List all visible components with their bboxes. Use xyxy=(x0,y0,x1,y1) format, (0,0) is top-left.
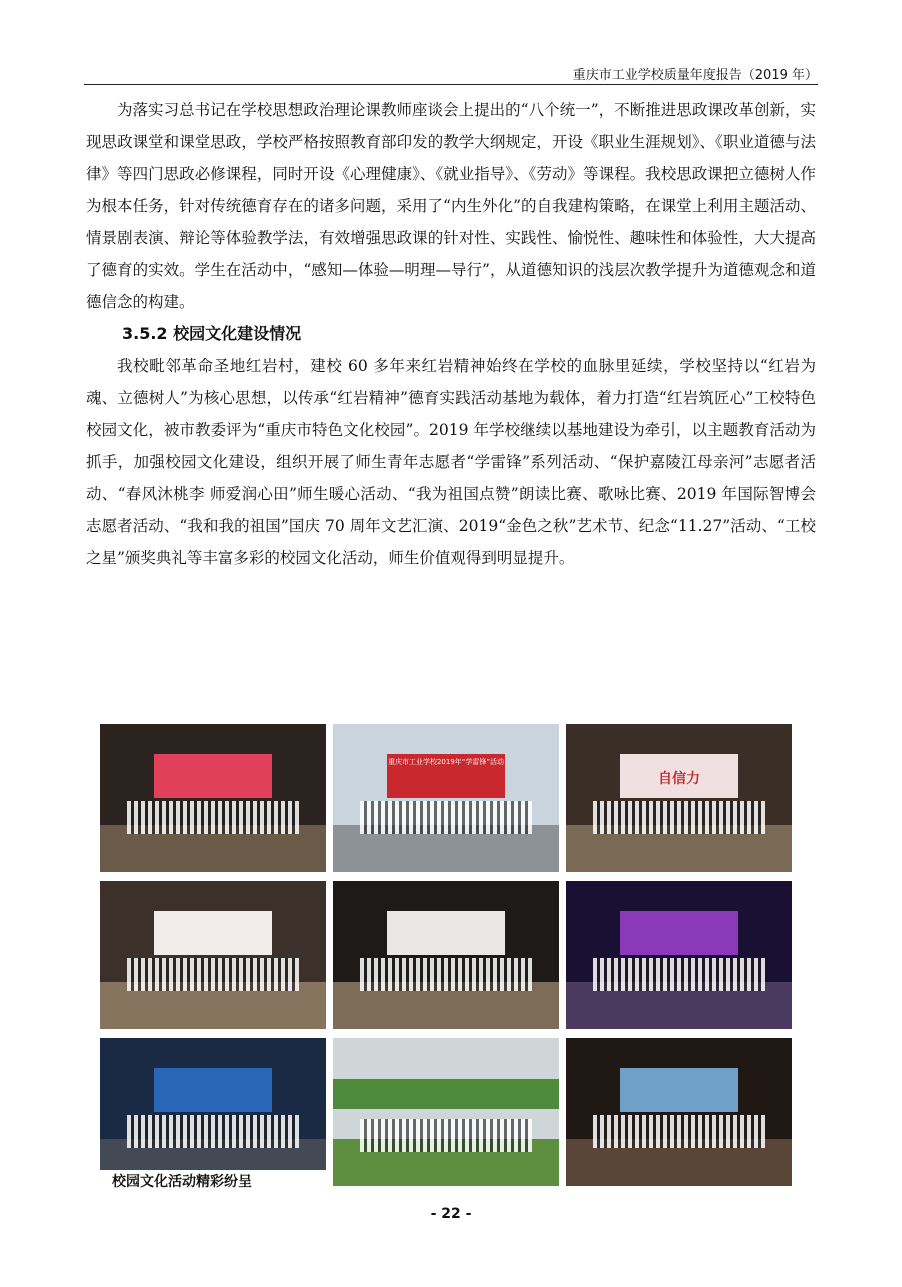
photo-grid xyxy=(100,724,794,1192)
stage-red-uniform-group-photo xyxy=(100,724,326,872)
stage-award-ceremony-photo xyxy=(100,1038,326,1186)
stage-national-day-performance-photo xyxy=(566,881,792,1029)
photo-people-group xyxy=(360,801,532,834)
photo-backdrop xyxy=(154,911,272,955)
paragraph-campus-culture: 我校毗邻革命圣地红岩村，建校 60 多年来红岩精神始终在学校的血脉里延续，学校坚持以“红岩为魂、立德树人”为核心思想，以传承“红岩精神”德育实践活动基地为载体，着力打造“红岩筑匠心”工校特色校园文化，被市教委评为“重庆市特色文化校园”。2019 年学校继续以基地建设为牵引，以主题教育活动为抓手，加强校园文化建设，组织开展了师生青年志愿者“学雷锋”系列活动、“保护嘉陵江母亲河”志愿者活动、“春风沐桃李 师爱润心田”师生暖心活动、“我为祖国点赞”朗读比赛、歌咏比赛、2019 年国际智博会志愿者活动、“我和我的祖国”国庆 70 周年文艺汇演、2019“金色之秋”艺术节、纪念“11.27”活动、“工校之星”颁奖典礼等丰富多彩的校园文化活动，师生价值观得到明显提升。 xyxy=(86,357,816,567)
photo-backdrop xyxy=(387,911,505,955)
photo-backdrop xyxy=(620,1068,738,1112)
body-text xyxy=(86,94,816,574)
photo-backdrop xyxy=(620,911,738,955)
photo-people-group xyxy=(593,801,765,834)
stage-recitation-contest-photo xyxy=(100,881,326,1029)
photo-people-group xyxy=(127,801,299,834)
outdoor-blue-uniform-group-photo xyxy=(333,724,559,872)
photo-people-group xyxy=(593,1115,765,1148)
photo-people-group xyxy=(127,958,299,991)
report-title: 重庆市工业学校质量年度报告（2019 年） xyxy=(572,68,818,83)
photo-backdrop xyxy=(154,1068,272,1112)
stage-flag-chorus-photo xyxy=(333,881,559,1029)
page-header xyxy=(84,62,818,85)
photo-people-group xyxy=(127,1115,299,1148)
photo-backdrop xyxy=(154,754,272,798)
section-heading: 3.5.2 校园文化建设情况 xyxy=(122,324,302,343)
photo-backdrop xyxy=(333,1079,559,1109)
photo-caption: 校园文化活动精彩纷呈 xyxy=(100,1170,326,1194)
page-number: - 22 - xyxy=(430,1206,472,1222)
photo-people-group xyxy=(360,958,532,991)
sports-field-formation-photo xyxy=(333,1038,559,1186)
stage-memorial-chorus-photo xyxy=(566,1038,792,1186)
photo-banner-text: 自信力 xyxy=(658,771,700,788)
paragraph-ideology-course: 为落实习总书记在学校思想政治理论课教师座谈会上提出的“八个统一”，不断推进思政课改革创新，实现思政课堂和课堂思政，学校严格按照教育部印发的教学大纲规定，开设《职业生涯规划》、《职业道德与法律》等四门思政必修课程，同时开设《心理健康》、《就业指导》、《劳动》等课程。我校思政课把立德树人作为根本任务，针对传统德育存在的诸多问题，采用了“内生外化”的自我建构策略，在课堂上利用主题活动、情景剧表演、辩论等体验教学法，有效增强思政课的针对性、实践性、愉悦性、趣味性和体验性，大大提高了德育的实效。学生在活动中，“感知—体验—明理—导行”，从道德知识的浅层次教学提升为道德观念和道德信念的构建。 xyxy=(86,101,816,311)
photo-banner-text: 重庆市工业学校2019年“学雷锋”活动 xyxy=(387,757,505,766)
photo-people-group xyxy=(593,958,765,991)
photo-people-group xyxy=(360,1119,532,1152)
stage-yellow-costume-chorus-photo xyxy=(566,724,792,872)
